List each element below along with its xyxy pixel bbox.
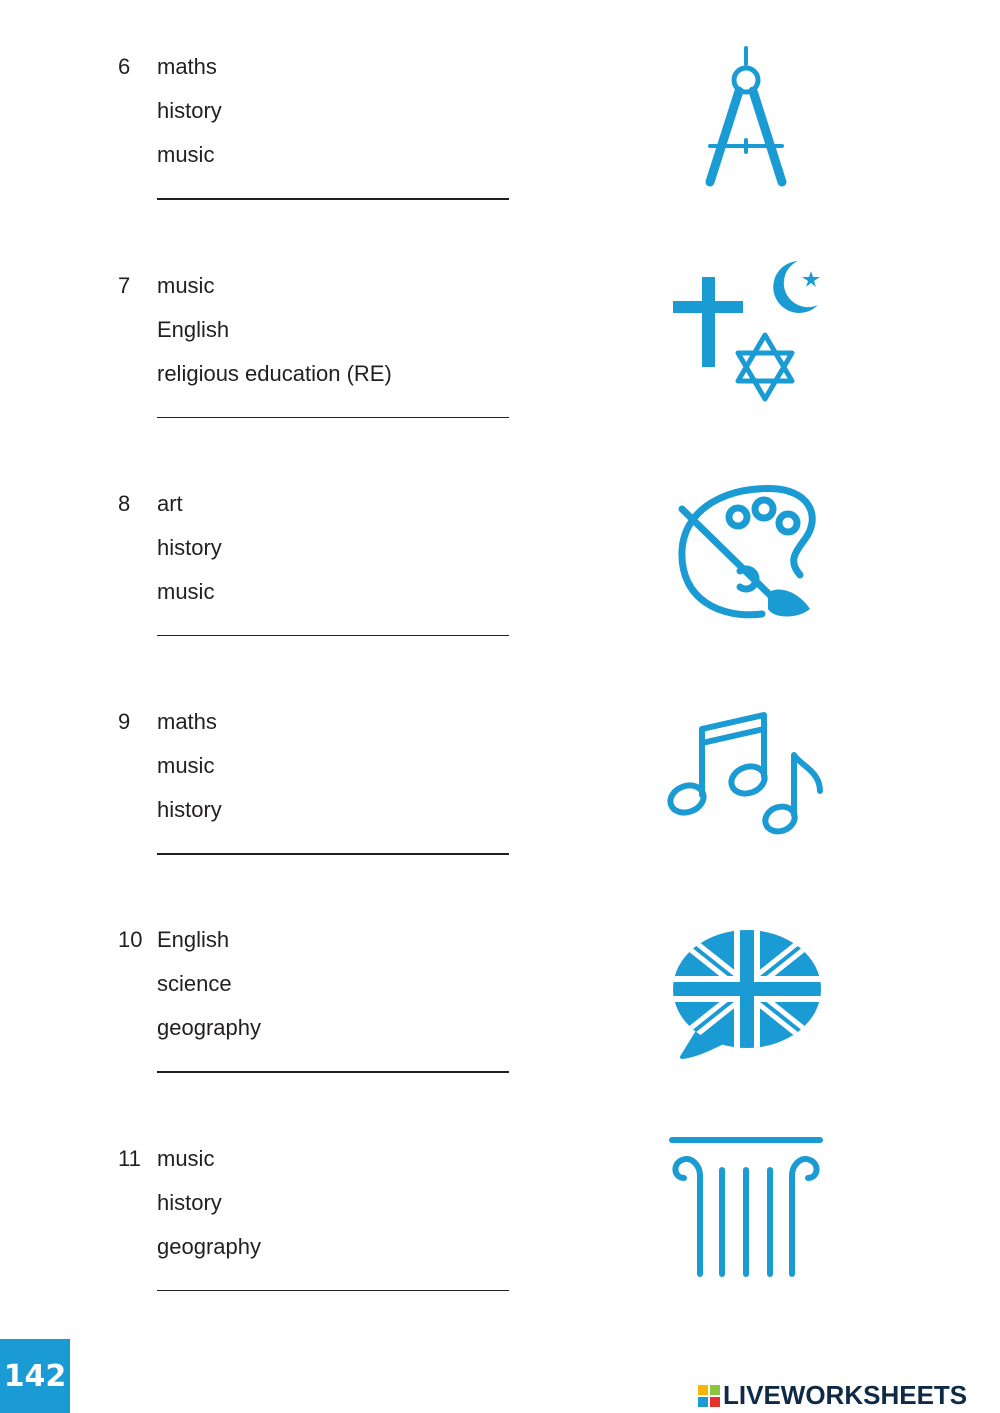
option-2: music (157, 753, 215, 778)
option-1: maths (157, 709, 217, 734)
exercise-item-6 (0, 56, 1000, 274)
option-2: history (157, 535, 222, 560)
brand-name: LIVEWORKSHEETS (723, 1380, 968, 1410)
answer-line[interactable] (157, 417, 509, 418)
option-2: history (157, 98, 222, 123)
item-number: 11 (118, 1146, 141, 1171)
answer-line[interactable] (157, 853, 509, 855)
option-1: art (157, 491, 183, 516)
exercise-item-10 (0, 929, 1000, 1147)
option-3: music (157, 579, 215, 604)
option-3: religious education (RE) (157, 361, 392, 386)
option-3: history (157, 797, 222, 822)
option-2: science (157, 971, 232, 996)
music-notes-icon (660, 697, 830, 847)
option-3: geography (157, 1234, 261, 1259)
exercise-item-9 (0, 711, 1000, 929)
uk-flag-speech-bubble-icon (660, 915, 830, 1065)
answer-line[interactable] (157, 1071, 509, 1073)
option-1: music (157, 1146, 215, 1171)
item-number: 9 (118, 709, 131, 734)
item-number: 6 (118, 54, 131, 79)
religious-symbols-icon (660, 261, 830, 411)
item-number: 7 (118, 273, 131, 298)
page-number-badge (0, 1339, 70, 1413)
option-1: music (157, 273, 215, 298)
art-palette-icon (660, 479, 830, 629)
exercise-item-8 (0, 493, 1000, 711)
liveworksheets-logo-icon (698, 1385, 720, 1407)
option-1: English (157, 927, 230, 952)
option-3: music (157, 142, 215, 167)
ionic-column-icon (660, 1134, 830, 1284)
liveworksheets-brand (698, 1380, 967, 1411)
page-number: 142 (3, 1359, 67, 1394)
compass-icon (660, 42, 830, 192)
option-2: English (157, 317, 230, 342)
answer-line[interactable] (157, 198, 509, 200)
item-number: 8 (118, 491, 131, 516)
exercise-item-11 (0, 1148, 1000, 1366)
option-1: maths (157, 54, 217, 79)
option-3: geography (157, 1015, 261, 1040)
option-2: history (157, 1190, 222, 1215)
answer-line[interactable] (157, 1290, 509, 1291)
item-number: 10 (118, 927, 143, 952)
answer-line[interactable] (157, 635, 509, 636)
exercise-item-7 (0, 275, 1000, 493)
